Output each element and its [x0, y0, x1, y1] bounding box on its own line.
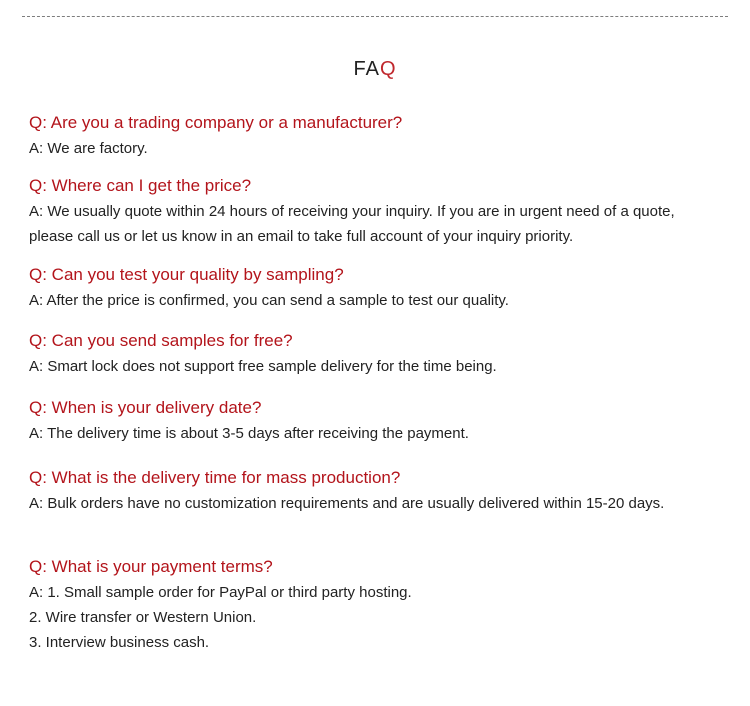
faq-question: Q: When is your delivery date? [29, 398, 262, 417]
faq-item [29, 328, 689, 395]
faq-question: Q: Can you test your quality by sampling? [29, 265, 344, 284]
faq-answer: A: We usually quote within 24 hours of receiving your inquiry. If you are in urgent need of a quote, please call us or let us know in an email to take full account of your inquiry priority. [29, 203, 675, 245]
faq-answer: 3. Interview business cash. [29, 634, 210, 651]
faq-list [29, 110, 689, 655]
faq-answer: 2. Wire transfer or Western Union. [29, 609, 257, 626]
dashed-divider [22, 16, 728, 17]
faq-title-accent: Q [379, 58, 397, 80]
faq-answer: A: After the price is confirmed, you can send a sample to test our quality. [29, 292, 509, 309]
faq-item [29, 173, 689, 262]
faq-question: Q: Can you send samples for free? [29, 331, 293, 350]
faq-item [29, 110, 689, 173]
faq-answer: A: The delivery time is about 3-5 days after receiving the payment. [29, 425, 469, 442]
faq-answer: A: We are factory. [29, 140, 148, 157]
faq-item [29, 554, 689, 655]
faq-item [29, 395, 689, 465]
faq-title-main: FA [353, 58, 380, 80]
faq-question: Q: Are you a trading company or a manufacturer? [29, 113, 403, 132]
faq-answer: A: 1. Small sample order for PayPal or third party hosting. [29, 584, 412, 601]
faq-item [29, 262, 689, 328]
faq-question: Q: What is your payment terms? [29, 557, 273, 576]
faq-answer: A: Smart lock does not support free sample delivery for the time being. [29, 358, 497, 375]
faq-title [0, 58, 750, 81]
faq-question: Q: What is the delivery time for mass production? [29, 468, 401, 487]
faq-item [29, 465, 689, 554]
faq-question: Q: Where can I get the price? [29, 176, 252, 195]
faq-answer: A: Bulk orders have no customization requirements and are usually delivered within 15-20 days. [29, 495, 665, 512]
